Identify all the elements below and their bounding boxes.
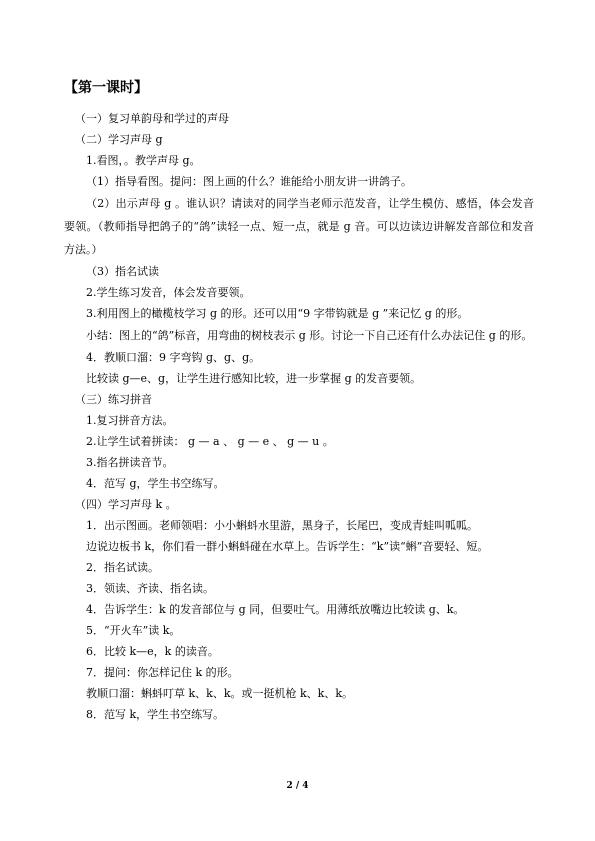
paragraph: （三）练习拼音	[75, 393, 152, 406]
paragraph: 2.学生练习发音，体会发音要领。	[86, 286, 251, 299]
paragraph: 1.看图，。教学声母 g。	[86, 154, 201, 167]
paragraph: 3.指名拼读音节。	[86, 456, 174, 469]
paragraph: 4．范写 g，学生书空练写。	[86, 477, 225, 490]
paragraph: 6．比较 k—e，k 的读音。	[86, 645, 219, 658]
paragraph: （四）学习声母 k 。	[75, 498, 177, 511]
paragraph: 教顺口溜：蝌蚪叮草 k、k、k。或一挺机枪 k、k、k。	[86, 687, 353, 700]
paragraph: （二）学习声母 g	[75, 133, 163, 146]
paragraph: 3.利用图上的橄榄枝学习 g 的形。还可以用“9 字带钩就是 g ”来记忆 g 的形。	[86, 307, 469, 320]
section-title: 【第一课时】	[64, 80, 148, 96]
paragraph: 7．提问：你怎样记住 k 的形。	[86, 666, 239, 679]
paragraph: 4．告诉学生：k 的发音部位与 g 同，但要吐气。用薄纸放嘴边比较读 g、k。	[86, 603, 465, 616]
paragraph: 8．范写 k，学生书空练写。	[86, 708, 225, 721]
paragraph: 边说边板书 k，你们看一群小蝌蚪碰在水草上。告诉学生：“k”读“蝌”音要轻、短。	[86, 540, 489, 553]
page-number: 2 / 4	[286, 781, 309, 791]
paragraph: 1.复习拼音方法。	[86, 414, 174, 427]
paragraph: 4．教顺口溜：9 字弯钩 g、g、g。	[86, 351, 261, 364]
paragraph: （3）指名试读	[86, 265, 159, 278]
paragraph: 比较读 g—e、g，让学生进行感知比较，进一步掌握 g 的发音要领。	[86, 372, 422, 385]
paragraph: 2.让学生试着拼读： g — a 、 g — e 、 g — u 。	[86, 435, 334, 448]
paragraph: 3．领读、齐读、指名读。	[86, 582, 214, 595]
paragraph: 2．指名试读。	[86, 561, 159, 574]
paragraph: 小结：图上的“鸽”标音，用弯曲的树枝表示 g 形。讨论一下自己还有什么办法记住 g 的形。	[86, 329, 533, 342]
paragraph: 5．“开火车”读 k。	[86, 624, 181, 637]
paragraph: 1．出示图画。老师领唱：小小蝌蚪水里游，黑身子，长尾巴，变成青蛙叫呱呱。	[86, 519, 478, 532]
paragraph: （1）指导看图。提问：图上画的什么？谁能给小朋友讲一讲鸽子。	[86, 175, 412, 188]
lesson-content	[64, 108, 534, 725]
paragraph: （2）出示声母 g 。谁认识？请读对的同学当老师示范发音，让学生模仿、感悟，体会发音要领。（教师指导把鸽子的“鸽”读轻一点、短一点，就是 g 音。可以边读边讲解发音部位和发音方法。）	[64, 197, 534, 256]
paragraph: （一）复习单韵母和学过的声母	[75, 112, 229, 125]
